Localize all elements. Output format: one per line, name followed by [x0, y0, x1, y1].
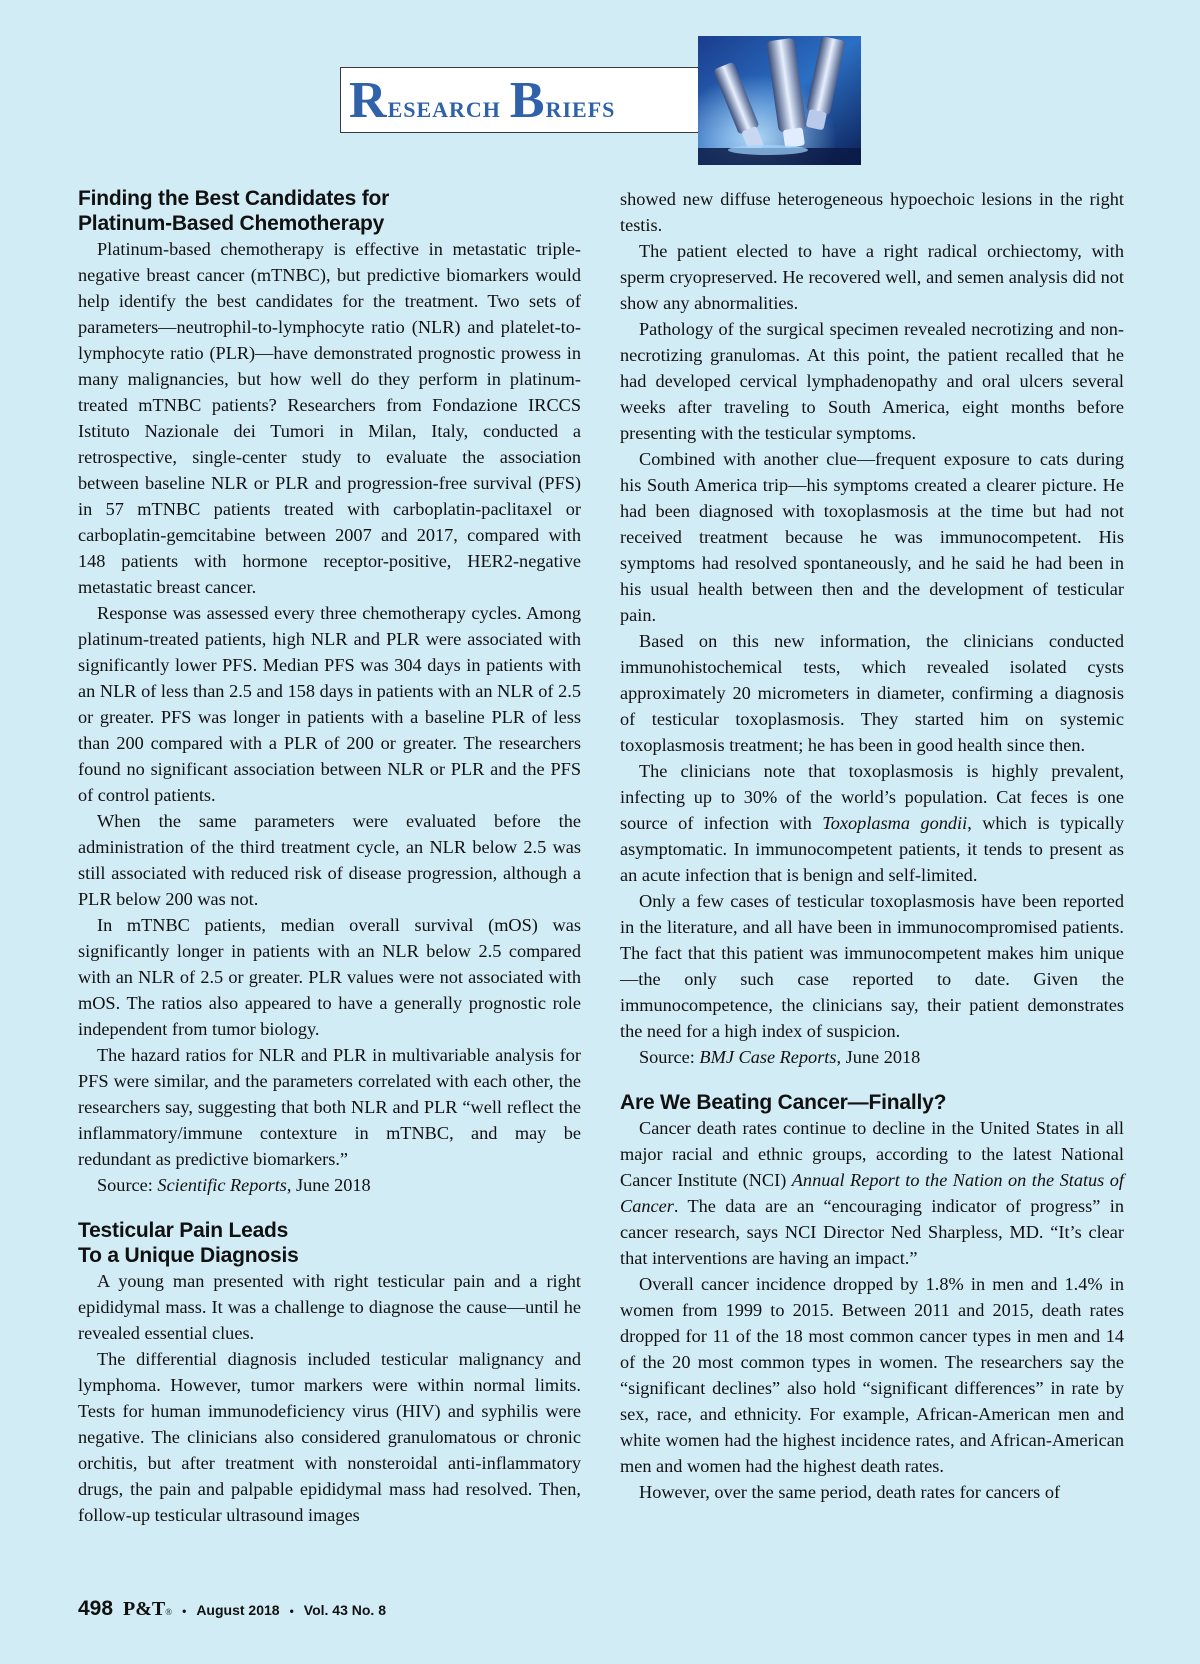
- paragraph-continued: showed new diffuse heterogeneous hypoechoic lesions in the right testis.: [620, 189, 1124, 235]
- masthead-title: [349, 71, 615, 130]
- paragraph: The hazard ratios for NLR and PLR in multivariable analysis for PFS were similar, and the parameters correlated with each other, the researchers say, suggesting that both NLR and PLR “well reflect the inflammatory/immune contexture in mTNBC, and may be redundant as predictive biomarkers.”: [78, 1045, 581, 1169]
- article-title-line: Testicular Pain Leads: [78, 1219, 289, 1242]
- paragraph: Overall cancer incidence dropped by 1.8% in men and 1.4% in women from 1999 to 2015. Between 2011 and 2015, death rates dropped for 11 of the 18 most common cancer types in men and 14 of the 20 most common types in women. The researchers say the “significant declines” also hold “significant differences” in rate by sex, race, and ethnicity. For example, African-American men and white women had the highest incidence rates, and African-American men and women had the highest death rates.: [620, 1274, 1124, 1476]
- right-column: [620, 186, 1124, 1505]
- masthead-title-briefs: riefs: [545, 87, 616, 124]
- report-title: Annual Report to the Nation on the Status of Cancer: [620, 1170, 1124, 1216]
- microscope-image: [698, 36, 861, 165]
- section-gap: [620, 1070, 1124, 1090]
- section-gap: [78, 1198, 581, 1218]
- source-label: Source:: [639, 1047, 700, 1067]
- masthead-title-initial-b: B: [509, 71, 546, 129]
- paragraph: The patient elected to have a right radical orchiectomy, with sperm cryopreserved. He recovered well, and semen analysis did not show any abnormalities.: [620, 241, 1124, 313]
- paragraph: [620, 758, 1124, 888]
- publication-name: [123, 1598, 172, 1621]
- masthead: [340, 67, 701, 133]
- article-title-line: Finding the Best Candidates for: [78, 187, 390, 210]
- source-citation: [620, 1044, 1124, 1070]
- paragraph: Response was assessed every three chemotherapy cycles. Among platinum-treated patients, high NLR and PLR were associated with significantly lower PFS. Median PFS was 304 days in patients with an NLR of less than 2.5 and 158 days in patients with an NLR of 2.5 or greater. PFS was longer in patients with a baseline PLR of less than 200 compared with a PLR of 200 or greater. The researchers found no significant association between NLR or PLR and the PFS of control patients.: [78, 603, 581, 805]
- article-title-platinum: [78, 186, 581, 236]
- article-title-cancer: Are We Beating Cancer—Finally?: [620, 1091, 947, 1114]
- paragraph: Pathology of the surgical specimen revealed necrotizing and non-necrotizing granulomas. At this point, the patient recalled that he had developed cervical lymphadenopathy and oral ulcers several weeks after traveling to South America, eight months before presenting with the testicular symptoms.: [620, 319, 1124, 443]
- source-date: , June 2018: [836, 1047, 921, 1067]
- page-footer: [78, 1597, 386, 1621]
- text-run: The clinicians note that toxoplasmosis is highly prevalent, infecting up to 30% of the world’s population. Cat feces is one source of infection with: [620, 761, 1124, 833]
- page-number: 498: [78, 1597, 114, 1620]
- separator: •: [182, 1604, 187, 1618]
- paragraph: However, over the same period, death rates for cancers of: [639, 1482, 1061, 1502]
- separator: •: [289, 1604, 294, 1618]
- issue-date: August 2018: [196, 1602, 280, 1618]
- article-title-line: Platinum-Based Chemotherapy: [78, 212, 385, 235]
- paragraph: Based on this new information, the clinicians conducted immunohistochemical tests, which revealed isolated cysts approximately 20 micrometers in diameter, confirming a diagnosis of testicular toxoplasmosis. They started him on systemic toxoplasmosis treatment; he has been in good health since then.: [620, 631, 1124, 755]
- text-run: , which is typically asymptomatic. In immunocompetent patients, it tends to present as an acute infection that is benign and self-limited.: [620, 813, 1124, 885]
- paragraph: Combined with another clue—frequent exposure to cats during his South America trip—his symptoms created a clearer picture. He had been diagnosed with toxoplasmosis at the time but had not received treatment because he was immunocompetent. His symptoms had resolved spontaneously, and he said he had been in his usual health between then and the development of testicular pain.: [620, 449, 1124, 625]
- source-citation: [78, 1172, 581, 1198]
- paragraph: Platinum-based chemotherapy is effective in metastatic triple-negative breast cancer (mTNBC), but predictive biomarkers would help identify the best candidates for the treatment. Two sets of parameters—neutrophil-to-lymphocyte ratio (NLR) and platelet-to-lymphocyte ratio (PLR)—have demonstrated prognostic prowess in many malignancies, but how well do they perform in platinum-treated mTNBC patients? Researchers from Fondazione IRCCS Istituto Nazionale dei Tumori in Milan, Italy, conducted a retrospective, single-center study to evaluate the association between baseline NLR or PLR and progression-free survival (PFS) in 57 mTNBC patients treated with carboplatin-paclitaxel or carboplatin-gemcitabine between 2007 and 2017, compared with 148 patients with hormone receptor-positive, HER2-negative metastatic breast cancer.: [78, 239, 581, 597]
- text-run: . The data are an “encouraging indicator of progress” in cancer research, says NCI Director Ned Sharpless, MD. “It’s clear that interventions are having an impact.”: [620, 1196, 1124, 1268]
- species-name: Toxoplasma gondii: [822, 813, 968, 833]
- paragraph: [620, 1115, 1124, 1271]
- issue-volume: Vol. 43 No. 8: [303, 1602, 386, 1618]
- text-run: Cancer death rates continue to decline in the United States in all major racial and ethnic groups, according to the latest National Cancer Institute (NCI): [620, 1118, 1124, 1190]
- source-label: Source:: [97, 1175, 158, 1195]
- source-journal: BMJ Case Reports: [699, 1047, 837, 1067]
- article-title-testicular: [78, 1218, 581, 1268]
- source-journal: Scientific Reports: [157, 1175, 287, 1195]
- paragraph: When the same parameters were evaluated before the administration of the third treatment cycle, an NLR below 2.5 was still associated with reduced risk of disease progression, although a PLR below 200 was not.: [78, 811, 581, 909]
- paragraph: The differential diagnosis included testicular malignancy and lymphoma. However, tumor markers were within normal limits. Tests for human immunodeficiency virus (HIV) and syphilis were negative. The clinicians also considered granulomatous or chronic orchitis, but after treatment with nonsteroidal anti-inflammatory drugs, the pain and palpable epididymal mass had resolved. Then, follow-up testicular ultrasound images: [78, 1349, 581, 1525]
- source-date: , June 2018: [286, 1175, 371, 1195]
- registered-mark: ®: [165, 1607, 173, 1617]
- article-title-line: To a Unique Diagnosis: [78, 1244, 299, 1267]
- left-column: [78, 186, 581, 1528]
- paragraph: In mTNBC patients, median overall survival (mOS) was significantly longer in patients with an NLR below 2.5 compared with an NLR of 2.5 or greater. PLR values were not associated with mOS. The ratios also appeared to have a generally prognostic role independent from tumor biology.: [78, 915, 581, 1039]
- masthead-title-initial-r: R: [349, 71, 388, 129]
- publication-title: P&T: [123, 1598, 166, 1620]
- paragraph: A young man presented with right testicular pain and a right epididymal mass. It was a challenge to diagnose the cause—until he revealed essential clues.: [78, 1271, 581, 1343]
- masthead-title-research: esearch: [387, 87, 510, 124]
- paragraph: Only a few cases of testicular toxoplasmosis have been reported in the literature, and all have been in immunocompromised patients. The fact that this patient was immunocompetent makes him unique—the only such case reported to date. Given the immunocompetence, the clinicians say, their patient demonstrates the need for a high index of suspicion.: [620, 891, 1124, 1041]
